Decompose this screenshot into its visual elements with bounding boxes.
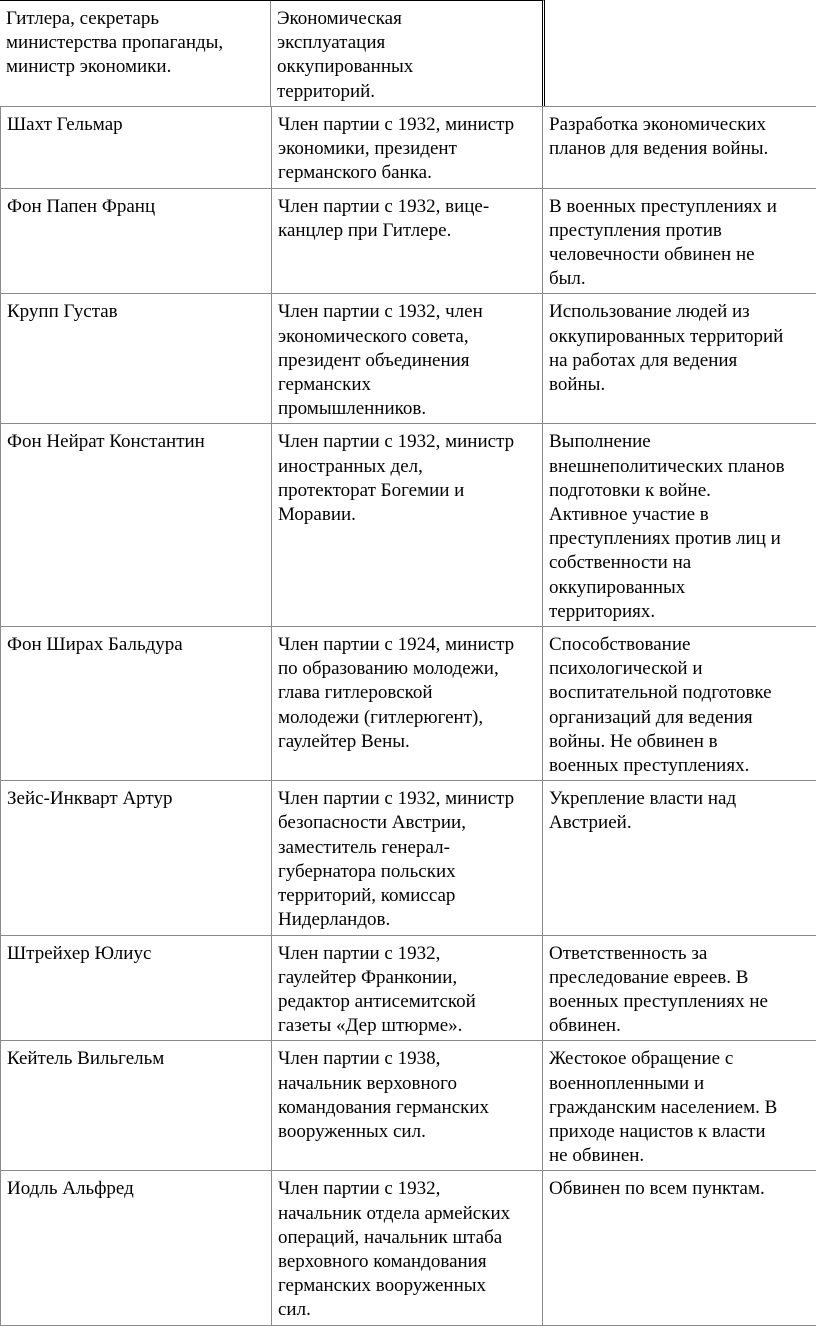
table-row [1, 781, 816, 935]
position-cell [272, 1041, 543, 1171]
defendant-name: Зейс-Инкварт Артур [1, 781, 271, 813]
defendant-charge: Жестокое обращение с военнопленными и гражданским населением. В приходе нацистов к власти не обвинен. [543, 1041, 816, 1170]
table-row [1, 188, 816, 294]
charge-cell [543, 107, 816, 189]
name-cell [1, 1171, 272, 1326]
name-cell [1, 424, 272, 627]
position-cell [272, 1171, 543, 1326]
name-cell [1, 294, 272, 424]
defendant-position: Член партии с 1932, министр безопасности Австрии, заместитель генерал- губернатора польских территорий, комиссар Нидерландов. [272, 781, 542, 934]
defendant-name: Фон Папен Франц [1, 189, 271, 221]
name-cell [1, 935, 272, 1041]
table-row [1, 294, 816, 424]
name-cell [1, 627, 272, 781]
defendant-position: Член партии с 1932, министр иностранных дел, протекторат Богемии и Моравии. [272, 424, 542, 529]
position-cell [272, 627, 543, 781]
defendant-charge: Выполнение внешнеполитических планов подготовки к войне. Активное участие в преступлениях против лиц и собственности на оккупированных территориях. [543, 424, 816, 626]
defendant-charge: Разработка экономических планов для ведения войны. [543, 107, 816, 163]
continued-row-charge-text: Экономическая эксплуатация оккупированных территорий. [271, 1, 542, 106]
table-row [1, 627, 816, 781]
charge-cell [543, 1041, 816, 1171]
defendant-name: Фон Нейрат Константин [1, 424, 271, 456]
charge-cell [543, 1171, 816, 1326]
defendant-position: Член партии с 1932, министр экономики, президент германского банка. [272, 107, 542, 188]
table-row [1, 1041, 816, 1171]
charge-cell [543, 294, 816, 424]
continued-row [0, 0, 545, 106]
name-cell [1, 781, 272, 935]
defendant-charge: В военных преступлениях и преступления против человечности обвинен не был. [543, 189, 816, 294]
defendant-charge: Способствование психологической и воспитательной подготовке организаций для ведения войны. Не обвинен в военных преступлениях. [543, 627, 816, 780]
charge-cell [543, 424, 816, 627]
defendant-charge: Использование людей из оккупированных территорий на работах для ведения войны. [543, 294, 816, 399]
table-row [1, 935, 816, 1041]
defendant-position: Член партии с 1932, начальник отдела армейских операций, начальник штаба верховного командования германских вооруженных сил. [272, 1171, 542, 1324]
defendant-charge: Ответственность за преследование евреев. В военных преступлениях не обвинен. [543, 936, 816, 1041]
defendant-name: Шахт Гельмар [1, 107, 271, 139]
position-cell [272, 107, 543, 189]
continued-row-charge-cell [271, 1, 542, 107]
position-cell [272, 781, 543, 935]
position-cell [272, 935, 543, 1041]
position-cell [272, 294, 543, 424]
position-cell [272, 188, 543, 294]
defendant-charge: Обвинен по всем пунктам. [543, 1171, 816, 1203]
name-cell [1, 188, 272, 294]
defendant-name: Иодль Альфред [1, 1171, 271, 1203]
name-cell [1, 107, 272, 189]
table-row [1, 1171, 816, 1326]
name-cell [1, 1041, 272, 1171]
defendant-position: Член партии с 1938, начальник верховного командования германских вооруженных сил. [272, 1041, 542, 1146]
defendants-table [0, 106, 816, 1326]
defendant-name: Кейтель Вильгельм [1, 1041, 271, 1073]
table-row [1, 424, 816, 627]
defendant-position: Член партии с 1924, министр по образованию молодежи, глава гитлеровской молодежи (гитлерюгент), гаулейтер Вены. [272, 627, 542, 756]
position-cell [272, 424, 543, 627]
defendant-name: Фон Ширах Бальдура [1, 627, 271, 659]
charge-cell [543, 627, 816, 781]
defendant-position: Член партии с 1932, гаулейтер Франконии, редактор антисемитской газеты «Дер штюрме». [272, 936, 542, 1041]
defendant-name: Штрейхер Юлиус [1, 936, 271, 968]
defendant-name: Крупп Густав [1, 294, 271, 326]
continued-row-position-text: Гитлера, секретарь министерства пропаганды, министр экономики. [0, 1, 270, 82]
defendant-position: Член партии с 1932, вице- канцлер при Гитлере. [272, 189, 542, 245]
charge-cell [543, 781, 816, 935]
defendant-charge: Укрепление власти над Австрией. [543, 781, 816, 837]
continued-row-position-cell [0, 1, 271, 107]
charge-cell [543, 935, 816, 1041]
table-row [1, 107, 816, 189]
charge-cell [543, 188, 816, 294]
defendant-position: Член партии с 1932, член экономического совета, президент объединения германских промышленников. [272, 294, 542, 423]
